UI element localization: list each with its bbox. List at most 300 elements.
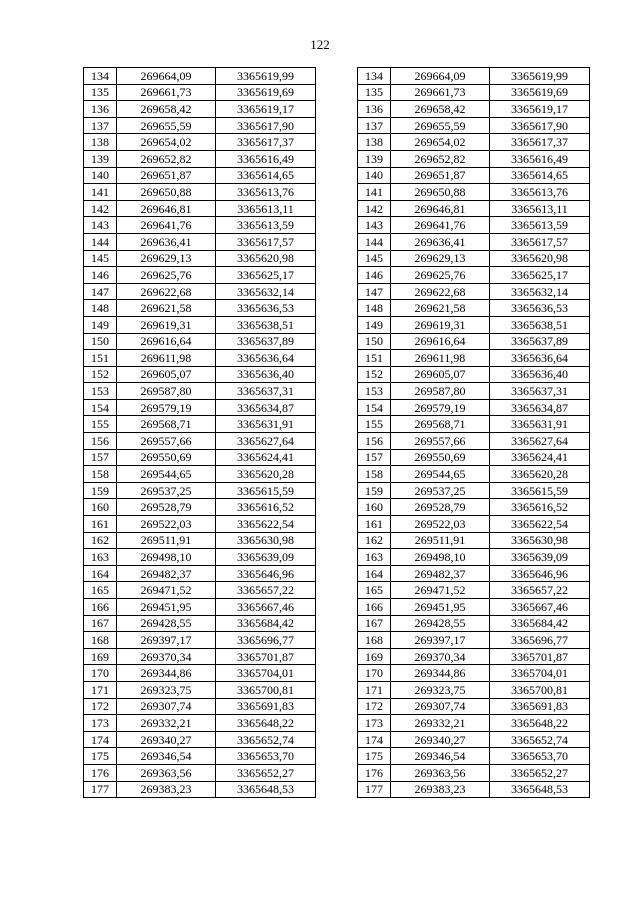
table-row	[84, 101, 316, 118]
coordinates-table-right-body	[358, 68, 590, 798]
x-coordinate-cell: 269323,75	[391, 681, 490, 698]
x-coordinate-cell: 269654,02	[391, 134, 490, 151]
x-coordinate-cell: 269344,86	[117, 665, 216, 682]
point-number-cell: 151	[358, 350, 391, 367]
x-coordinate-cell: 269568,71	[117, 416, 216, 433]
table-row	[84, 167, 316, 184]
y-coordinate-cell: 3365617,37	[490, 134, 590, 151]
y-coordinate-cell: 3365616,49	[216, 150, 316, 167]
y-coordinate-cell: 3365613,76	[216, 184, 316, 201]
y-coordinate-cell: 3365691,83	[490, 698, 590, 715]
table-row	[358, 416, 590, 433]
point-number-cell: 170	[84, 665, 117, 682]
table-row	[84, 615, 316, 632]
x-coordinate-cell: 269587,80	[391, 383, 490, 400]
x-coordinate-cell: 269522,03	[391, 516, 490, 533]
x-coordinate-cell: 269537,25	[117, 482, 216, 499]
table-row	[358, 516, 590, 533]
table-row	[84, 532, 316, 549]
point-number-cell: 144	[84, 233, 117, 250]
x-coordinate-cell: 269428,55	[391, 615, 490, 632]
table-row	[84, 383, 316, 400]
table-row	[358, 466, 590, 483]
table-row	[358, 101, 590, 118]
table-row	[358, 482, 590, 499]
y-coordinate-cell: 3365625,17	[216, 267, 316, 284]
point-number-cell: 171	[84, 681, 117, 698]
y-coordinate-cell: 3365652,74	[216, 731, 316, 748]
y-coordinate-cell: 3365617,90	[216, 117, 316, 134]
x-coordinate-cell: 269652,82	[391, 150, 490, 167]
y-coordinate-cell: 3365653,70	[216, 748, 316, 765]
y-coordinate-cell: 3365667,46	[490, 599, 590, 616]
y-coordinate-cell: 3365646,96	[490, 565, 590, 582]
point-number-cell: 134	[84, 68, 117, 85]
point-number-cell: 166	[358, 599, 391, 616]
x-coordinate-cell: 269605,07	[391, 366, 490, 383]
y-coordinate-cell: 3365613,76	[490, 184, 590, 201]
y-coordinate-cell: 3365634,87	[490, 399, 590, 416]
table-row	[358, 715, 590, 732]
table-row	[84, 499, 316, 516]
table-row	[84, 84, 316, 101]
y-coordinate-cell: 3365616,52	[216, 499, 316, 516]
point-number-cell: 156	[358, 433, 391, 450]
table-row	[358, 449, 590, 466]
table-row	[84, 681, 316, 698]
y-coordinate-cell: 3365617,37	[216, 134, 316, 151]
point-number-cell: 164	[358, 565, 391, 582]
x-coordinate-cell: 269346,54	[117, 748, 216, 765]
x-coordinate-cell: 269307,74	[391, 698, 490, 715]
x-coordinate-cell: 269611,98	[391, 350, 490, 367]
point-number-cell: 164	[84, 565, 117, 582]
table-row	[84, 764, 316, 781]
point-number-cell: 171	[358, 681, 391, 698]
x-coordinate-cell: 269370,34	[391, 648, 490, 665]
x-coordinate-cell: 269661,73	[117, 84, 216, 101]
x-coordinate-cell: 269568,71	[391, 416, 490, 433]
table-row	[84, 632, 316, 649]
table-row	[358, 764, 590, 781]
point-number-cell: 147	[84, 283, 117, 300]
y-coordinate-cell: 3365684,42	[216, 615, 316, 632]
table-row	[84, 250, 316, 267]
table-row	[84, 582, 316, 599]
y-coordinate-cell: 3365684,42	[490, 615, 590, 632]
table-row	[84, 200, 316, 217]
point-number-cell: 134	[358, 68, 391, 85]
y-coordinate-cell: 3365617,57	[216, 233, 316, 250]
x-coordinate-cell: 269528,79	[391, 499, 490, 516]
point-number-cell: 175	[358, 748, 391, 765]
x-coordinate-cell: 269346,54	[391, 748, 490, 765]
point-number-cell: 148	[84, 300, 117, 317]
x-coordinate-cell: 269664,09	[117, 68, 216, 85]
point-number-cell: 148	[358, 300, 391, 317]
y-coordinate-cell: 3365619,99	[216, 68, 316, 85]
y-coordinate-cell: 3365648,53	[216, 781, 316, 798]
table-row	[358, 698, 590, 715]
point-number-cell: 146	[84, 267, 117, 284]
x-coordinate-cell: 269397,17	[117, 632, 216, 649]
point-number-cell: 172	[84, 698, 117, 715]
point-number-cell: 168	[84, 632, 117, 649]
x-coordinate-cell: 269383,23	[117, 781, 216, 798]
table-row	[358, 781, 590, 798]
table-row	[84, 781, 316, 798]
x-coordinate-cell: 269651,87	[117, 167, 216, 184]
point-number-cell: 149	[84, 316, 117, 333]
y-coordinate-cell: 3365667,46	[216, 599, 316, 616]
x-coordinate-cell: 269363,56	[391, 764, 490, 781]
x-coordinate-cell: 269661,73	[391, 84, 490, 101]
table-row	[84, 233, 316, 250]
y-coordinate-cell: 3365696,77	[216, 632, 316, 649]
y-coordinate-cell: 3365704,01	[490, 665, 590, 682]
point-number-cell: 174	[358, 731, 391, 748]
table-row	[84, 466, 316, 483]
point-number-cell: 169	[84, 648, 117, 665]
point-number-cell: 162	[358, 532, 391, 549]
y-coordinate-cell: 3365616,52	[490, 499, 590, 516]
y-coordinate-cell: 3365652,74	[490, 731, 590, 748]
y-coordinate-cell: 3365636,53	[490, 300, 590, 317]
y-coordinate-cell: 3365696,77	[490, 632, 590, 649]
table-row	[358, 134, 590, 151]
point-number-cell: 138	[358, 134, 391, 151]
coordinates-table-left	[83, 67, 316, 798]
x-coordinate-cell: 269625,76	[391, 267, 490, 284]
y-coordinate-cell: 3365619,69	[490, 84, 590, 101]
table-row	[84, 399, 316, 416]
y-coordinate-cell: 3365637,89	[490, 333, 590, 350]
y-coordinate-cell: 3365634,87	[216, 399, 316, 416]
table-row	[84, 300, 316, 317]
y-coordinate-cell: 3365620,28	[490, 466, 590, 483]
point-number-cell: 140	[84, 167, 117, 184]
x-coordinate-cell: 269451,95	[391, 599, 490, 616]
point-number-cell: 163	[84, 549, 117, 566]
y-coordinate-cell: 3365652,27	[490, 764, 590, 781]
y-coordinate-cell: 3365631,91	[490, 416, 590, 433]
table-row	[358, 200, 590, 217]
point-number-cell: 156	[84, 433, 117, 450]
x-coordinate-cell: 269323,75	[117, 681, 216, 698]
x-coordinate-cell: 269340,27	[117, 731, 216, 748]
point-number-cell: 137	[84, 117, 117, 134]
x-coordinate-cell: 269482,37	[391, 565, 490, 582]
point-number-cell: 144	[358, 233, 391, 250]
y-coordinate-cell: 3365691,83	[216, 698, 316, 715]
y-coordinate-cell: 3365639,09	[490, 549, 590, 566]
x-coordinate-cell: 269619,31	[117, 316, 216, 333]
table-row	[358, 615, 590, 632]
point-number-cell: 152	[84, 366, 117, 383]
table-row	[358, 68, 590, 85]
x-coordinate-cell: 269616,64	[391, 333, 490, 350]
point-number-cell: 173	[358, 715, 391, 732]
table-row	[358, 350, 590, 367]
table-row	[84, 482, 316, 499]
table-row	[358, 267, 590, 284]
table-row	[358, 333, 590, 350]
table-row	[358, 316, 590, 333]
table-row	[84, 715, 316, 732]
table-row	[358, 648, 590, 665]
x-coordinate-cell: 269498,10	[391, 549, 490, 566]
y-coordinate-cell: 3365632,14	[490, 283, 590, 300]
table-row	[358, 167, 590, 184]
table-row	[84, 698, 316, 715]
x-coordinate-cell: 269307,74	[117, 698, 216, 715]
x-coordinate-cell: 269544,65	[117, 466, 216, 483]
y-coordinate-cell: 3365648,22	[216, 715, 316, 732]
x-coordinate-cell: 269482,37	[117, 565, 216, 582]
y-coordinate-cell: 3365627,64	[490, 433, 590, 450]
table-row	[358, 632, 590, 649]
y-coordinate-cell: 3365636,40	[490, 366, 590, 383]
x-coordinate-cell: 269655,59	[117, 117, 216, 134]
x-coordinate-cell: 269664,09	[391, 68, 490, 85]
point-number-cell: 168	[358, 632, 391, 649]
table-row	[84, 267, 316, 284]
y-coordinate-cell: 3365657,22	[490, 582, 590, 599]
point-number-cell: 167	[84, 615, 117, 632]
point-number-cell: 158	[84, 466, 117, 483]
table-row	[358, 383, 590, 400]
table-row	[358, 665, 590, 682]
x-coordinate-cell: 269636,41	[117, 233, 216, 250]
table-row	[358, 565, 590, 582]
x-coordinate-cell: 269332,21	[117, 715, 216, 732]
point-number-cell: 141	[358, 184, 391, 201]
point-number-cell: 135	[84, 84, 117, 101]
x-coordinate-cell: 269622,68	[117, 283, 216, 300]
y-coordinate-cell: 3365638,51	[216, 316, 316, 333]
x-coordinate-cell: 269611,98	[117, 350, 216, 367]
point-number-cell: 169	[358, 648, 391, 665]
point-number-cell: 158	[358, 466, 391, 483]
y-coordinate-cell: 3365637,89	[216, 333, 316, 350]
x-coordinate-cell: 269625,76	[117, 267, 216, 284]
table-row	[358, 217, 590, 234]
table-row	[84, 433, 316, 450]
y-coordinate-cell: 3365613,11	[490, 200, 590, 217]
point-number-cell: 145	[84, 250, 117, 267]
x-coordinate-cell: 269579,19	[391, 399, 490, 416]
table-row	[84, 731, 316, 748]
table-row	[84, 648, 316, 665]
y-coordinate-cell: 3365614,65	[490, 167, 590, 184]
x-coordinate-cell: 269511,91	[117, 532, 216, 549]
point-number-cell: 154	[84, 399, 117, 416]
x-coordinate-cell: 269629,13	[117, 250, 216, 267]
table-row	[84, 150, 316, 167]
x-coordinate-cell: 269654,02	[117, 134, 216, 151]
x-coordinate-cell: 269622,68	[391, 283, 490, 300]
table-row	[358, 748, 590, 765]
x-coordinate-cell: 269651,87	[391, 167, 490, 184]
x-coordinate-cell: 269652,82	[117, 150, 216, 167]
y-coordinate-cell: 3365646,96	[216, 565, 316, 582]
table-row	[84, 184, 316, 201]
y-coordinate-cell: 3365700,81	[490, 681, 590, 698]
x-coordinate-cell: 269579,19	[117, 399, 216, 416]
table-row	[358, 731, 590, 748]
y-coordinate-cell: 3365632,14	[216, 283, 316, 300]
y-coordinate-cell: 3365625,17	[490, 267, 590, 284]
x-coordinate-cell: 269650,88	[391, 184, 490, 201]
coordinates-table-left-body	[84, 68, 316, 798]
point-number-cell: 136	[84, 101, 117, 118]
table-row	[84, 366, 316, 383]
point-number-cell: 143	[84, 217, 117, 234]
point-number-cell: 160	[358, 499, 391, 516]
x-coordinate-cell: 269383,23	[391, 781, 490, 798]
x-coordinate-cell: 269340,27	[391, 731, 490, 748]
table-row	[358, 283, 590, 300]
y-coordinate-cell: 3365615,59	[216, 482, 316, 499]
x-coordinate-cell: 269621,58	[391, 300, 490, 317]
point-number-cell: 165	[84, 582, 117, 599]
y-coordinate-cell: 3365622,54	[216, 516, 316, 533]
x-coordinate-cell: 269605,07	[117, 366, 216, 383]
y-coordinate-cell: 3365617,90	[490, 117, 590, 134]
table-row	[358, 150, 590, 167]
y-coordinate-cell: 3365636,64	[490, 350, 590, 367]
y-coordinate-cell: 3365657,22	[216, 582, 316, 599]
table-row	[358, 532, 590, 549]
x-coordinate-cell: 269619,31	[391, 316, 490, 333]
table-row	[358, 300, 590, 317]
table-row	[358, 433, 590, 450]
y-coordinate-cell: 3365624,41	[216, 449, 316, 466]
point-number-cell: 161	[358, 516, 391, 533]
y-coordinate-cell: 3365653,70	[490, 748, 590, 765]
x-coordinate-cell: 269544,65	[391, 466, 490, 483]
point-number-cell: 175	[84, 748, 117, 765]
point-number-cell: 137	[358, 117, 391, 134]
x-coordinate-cell: 269587,80	[117, 383, 216, 400]
table-row	[84, 283, 316, 300]
x-coordinate-cell: 269557,66	[391, 433, 490, 450]
y-coordinate-cell: 3365627,64	[216, 433, 316, 450]
y-coordinate-cell: 3365617,57	[490, 233, 590, 250]
point-number-cell: 139	[358, 150, 391, 167]
y-coordinate-cell: 3365613,11	[216, 200, 316, 217]
table-row	[84, 748, 316, 765]
point-number-cell: 157	[358, 449, 391, 466]
point-number-cell: 161	[84, 516, 117, 533]
table-row	[358, 582, 590, 599]
table-row	[358, 250, 590, 267]
x-coordinate-cell: 269646,81	[117, 200, 216, 217]
x-coordinate-cell: 269655,59	[391, 117, 490, 134]
point-number-cell: 150	[358, 333, 391, 350]
x-coordinate-cell: 269451,95	[117, 599, 216, 616]
x-coordinate-cell: 269641,76	[391, 217, 490, 234]
x-coordinate-cell: 269471,52	[391, 582, 490, 599]
x-coordinate-cell: 269641,76	[117, 217, 216, 234]
point-number-cell: 159	[358, 482, 391, 499]
table-row	[84, 333, 316, 350]
table-row	[358, 499, 590, 516]
point-number-cell: 173	[84, 715, 117, 732]
y-coordinate-cell: 3365704,01	[216, 665, 316, 682]
y-coordinate-cell: 3365648,53	[490, 781, 590, 798]
point-number-cell: 163	[358, 549, 391, 566]
table-row	[358, 233, 590, 250]
x-coordinate-cell: 269550,69	[117, 449, 216, 466]
y-coordinate-cell: 3365636,53	[216, 300, 316, 317]
coordinates-table-right	[357, 67, 590, 798]
table-row	[358, 681, 590, 698]
y-coordinate-cell: 3365637,31	[216, 383, 316, 400]
y-coordinate-cell: 3365616,49	[490, 150, 590, 167]
point-number-cell: 172	[358, 698, 391, 715]
x-coordinate-cell: 269658,42	[117, 101, 216, 118]
table-row	[84, 134, 316, 151]
point-number-cell: 170	[358, 665, 391, 682]
point-number-cell: 176	[358, 764, 391, 781]
x-coordinate-cell: 269557,66	[117, 433, 216, 450]
point-number-cell: 143	[358, 217, 391, 234]
point-number-cell: 135	[358, 84, 391, 101]
table-row	[84, 549, 316, 566]
y-coordinate-cell: 3365701,87	[490, 648, 590, 665]
y-coordinate-cell: 3365615,59	[490, 482, 590, 499]
y-coordinate-cell: 3365620,98	[490, 250, 590, 267]
point-number-cell: 165	[358, 582, 391, 599]
y-coordinate-cell: 3365637,31	[490, 383, 590, 400]
table-row	[84, 449, 316, 466]
point-number-cell: 160	[84, 499, 117, 516]
table-row	[84, 565, 316, 582]
point-number-cell: 153	[84, 383, 117, 400]
point-number-cell: 154	[358, 399, 391, 416]
page-number: 122	[310, 37, 330, 52]
point-number-cell: 138	[84, 134, 117, 151]
point-number-cell: 151	[84, 350, 117, 367]
point-number-cell: 155	[84, 416, 117, 433]
point-number-cell: 174	[84, 731, 117, 748]
point-number-cell: 147	[358, 283, 391, 300]
point-number-cell: 141	[84, 184, 117, 201]
x-coordinate-cell: 269370,34	[117, 648, 216, 665]
x-coordinate-cell: 269629,13	[391, 250, 490, 267]
x-coordinate-cell: 269646,81	[391, 200, 490, 217]
x-coordinate-cell: 269397,17	[391, 632, 490, 649]
y-coordinate-cell: 3365630,98	[490, 532, 590, 549]
y-coordinate-cell: 3365652,27	[216, 764, 316, 781]
point-number-cell: 176	[84, 764, 117, 781]
y-coordinate-cell: 3365620,98	[216, 250, 316, 267]
x-coordinate-cell: 269344,86	[391, 665, 490, 682]
point-number-cell: 167	[358, 615, 391, 632]
point-number-cell: 146	[358, 267, 391, 284]
y-coordinate-cell: 3365700,81	[216, 681, 316, 698]
point-number-cell: 139	[84, 150, 117, 167]
table-row	[358, 117, 590, 134]
y-coordinate-cell: 3365636,40	[216, 366, 316, 383]
x-coordinate-cell: 269522,03	[117, 516, 216, 533]
x-coordinate-cell: 269511,91	[391, 532, 490, 549]
x-coordinate-cell: 269621,58	[117, 300, 216, 317]
point-number-cell: 149	[358, 316, 391, 333]
point-number-cell: 177	[84, 781, 117, 798]
x-coordinate-cell: 269636,41	[391, 233, 490, 250]
